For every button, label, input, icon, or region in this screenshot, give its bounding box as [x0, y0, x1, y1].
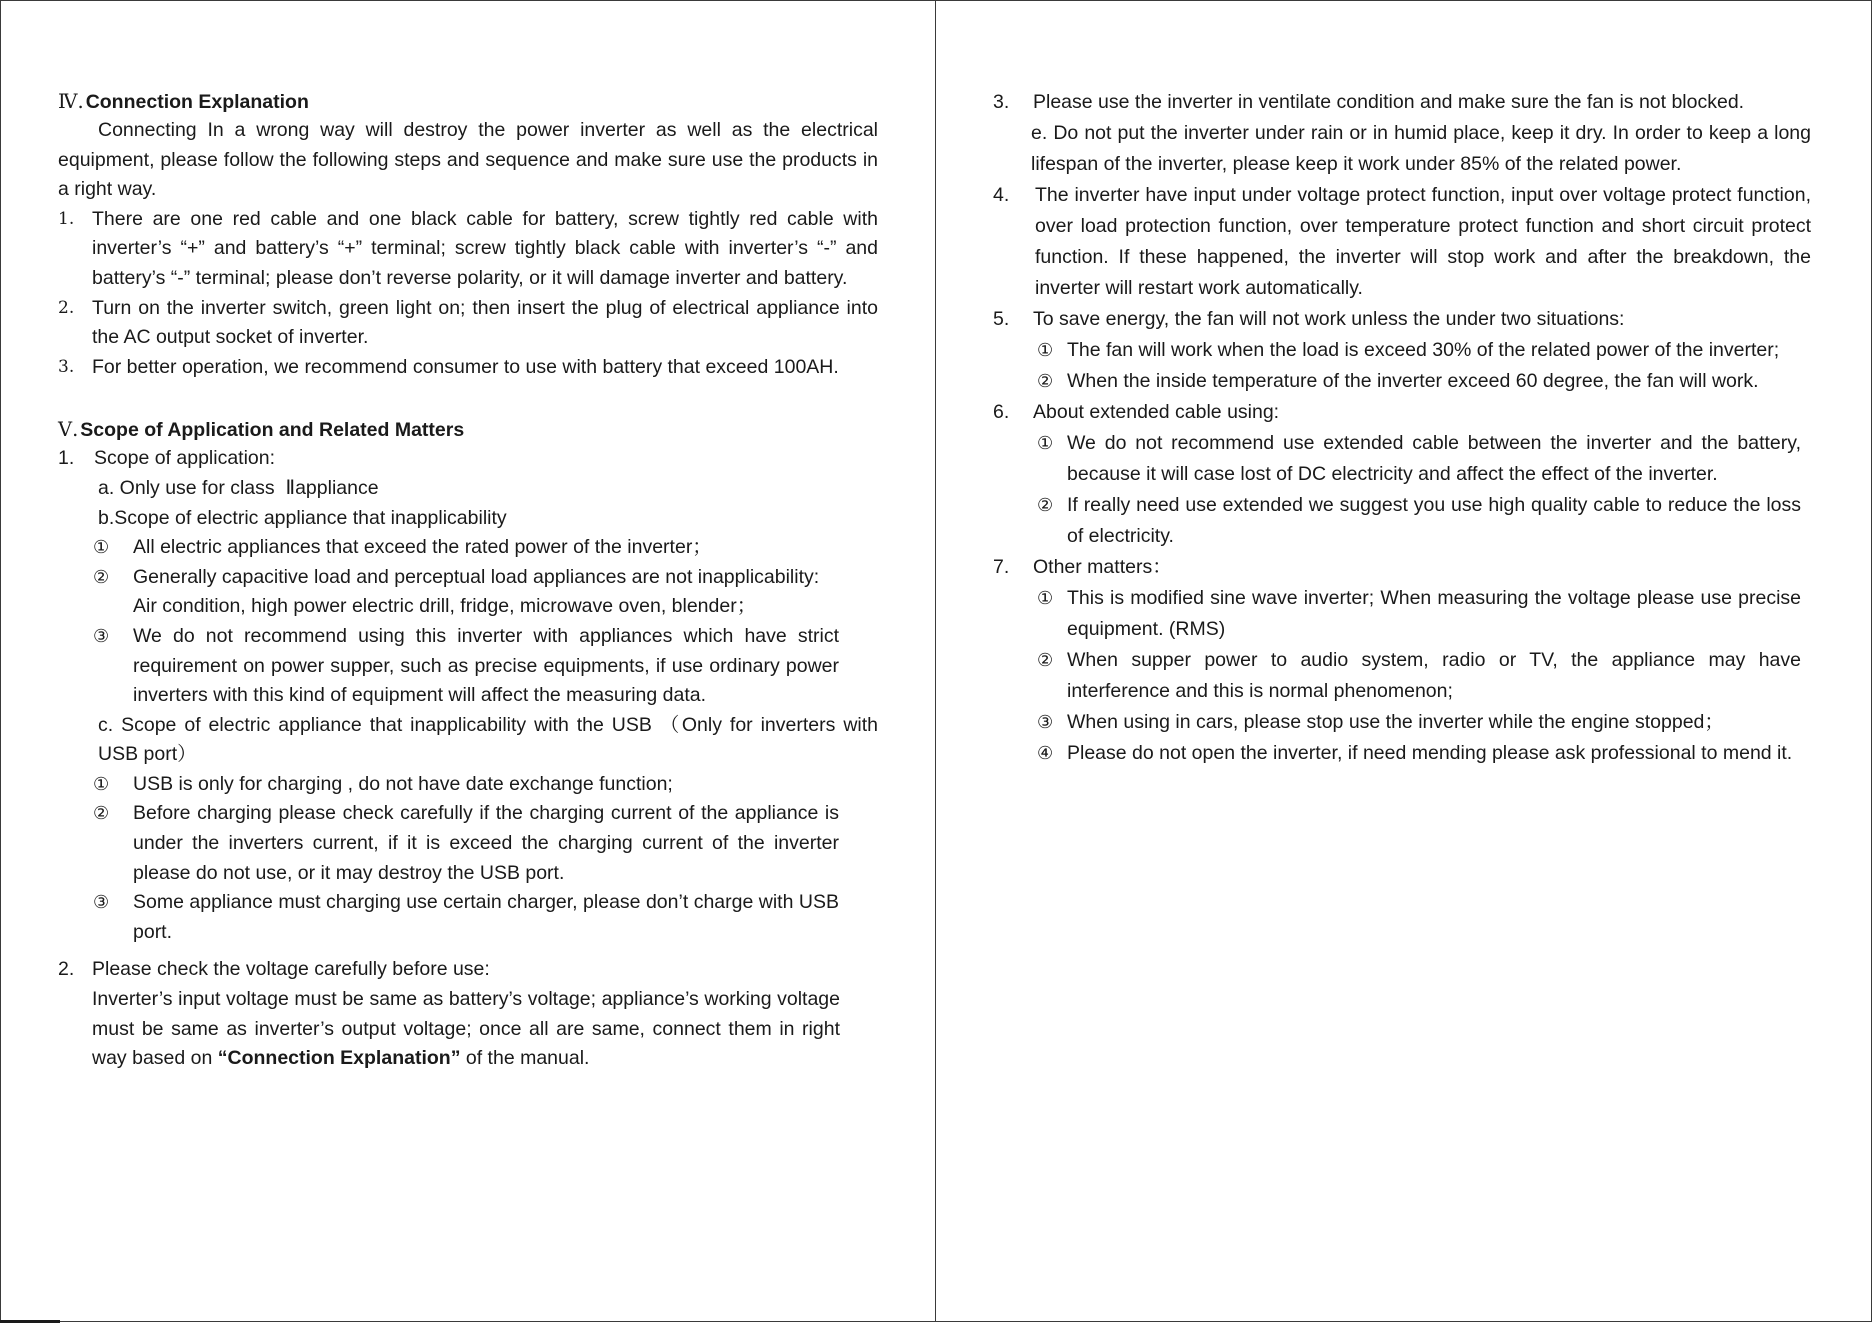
scope-c-list-item-2	[58, 799, 839, 888]
list-text: USB is only for charging , do not have date exchange function;	[133, 772, 673, 795]
matters-7-list-item-1	[993, 583, 1801, 645]
section-heading-scope	[58, 416, 878, 444]
matters-item-3e: e. Do not put the inverter under rain or in humid place, keep it dry. In order to keep a long lifespan of the inverter, please keep it work under 85% of the related power.	[1031, 121, 1811, 175]
item-label: Please check the voltage carefully before use:	[92, 958, 490, 981]
scope-item-1	[58, 444, 878, 474]
step-text: Turn on the inverter switch, green light on; then insert the plug of electrical appliance into the AC output socket of inverter.	[92, 296, 878, 349]
scope-sub-c-text: c. Scope of electric appliance that inapplicability with the USB （Only for inverters with USB port）	[98, 713, 878, 766]
matters-item-3	[993, 88, 1811, 118]
circled-number: ①	[1037, 432, 1054, 454]
step-number: 3.	[58, 356, 75, 377]
item-label: Other matters：	[1033, 555, 1172, 578]
item-number: 2.	[58, 958, 75, 981]
matters-item-6	[993, 397, 1811, 428]
step-number: 2.	[58, 297, 75, 318]
scope-sub-b: b.Scope of electric appliance that inapplicability	[98, 506, 507, 529]
item-text: The inverter have input under voltage protect function, input over voltage protect function, over load protection function, over temperature protect function and short circuit protect function. If these happened, the inverter will stop work and after the breakdown, the inverter will restart work automatically.	[1035, 183, 1811, 299]
matters-5-list-item-1	[993, 335, 1801, 366]
circled-number: ②	[1037, 370, 1054, 392]
circled-number: ②	[93, 803, 110, 825]
list-text: We do not recommend use extended cable between the inverter and the battery, because it will case lost of DC electricity and affect the effect of the inverter.	[1067, 431, 1801, 485]
item-body-tail: of the manual.	[460, 1047, 590, 1070]
section-heading-connection	[58, 88, 878, 116]
item-number: 4.	[993, 183, 1010, 206]
step-text: There are one red cable and one black cable for battery, screw tightly red cable with inverter’s “+” and battery’s “+” terminal; screw tightly black cable with inverter’s “-” and battery’s “-” terminal; please don’t reverse polarity, or it will damage inverter and battery.	[92, 207, 878, 289]
list-text: When supper power to audio system, radio or TV, the appliance may have interference and this is normal phenomenon;	[1067, 648, 1801, 702]
scope-sub-a: a. Only use for class Ⅱappliance	[98, 476, 379, 499]
list-text: If really need use extended we suggest you use high quality cable to reduce the loss of electricity.	[1067, 493, 1801, 547]
circled-number: ②	[1037, 494, 1054, 516]
circled-number: ①	[1037, 587, 1054, 609]
matters-6-list-item-2	[993, 490, 1801, 552]
scope-sub-c	[58, 711, 878, 770]
list-text: The fan will work when the load is exceed 30% of the related power of the inverter;	[1067, 338, 1780, 361]
section-title: Scope of Application and Related Matters	[80, 419, 465, 442]
circled-number: ②	[93, 566, 110, 588]
section-numeral: Ⅳ.	[58, 90, 84, 113]
matters-item-4	[993, 180, 1811, 304]
item-label: Scope of application:	[94, 447, 276, 470]
circled-number: ①	[93, 537, 110, 559]
scope-c-list-item-3	[58, 888, 839, 947]
connection-step-1	[58, 205, 878, 294]
left-column	[58, 88, 878, 1074]
list-text: Please do not open the inverter, if need mending please ask professional to mend it.	[1067, 741, 1793, 764]
circled-number: ①	[1037, 339, 1054, 361]
item-number: 6.	[993, 400, 1010, 423]
circled-number: ③	[93, 892, 110, 914]
matters-7-list-item-2	[993, 645, 1801, 707]
right-column	[993, 88, 1811, 769]
connection-step-3	[58, 353, 878, 383]
item-body-reference: “Connection Explanation”	[217, 1047, 461, 1070]
matters-7-list-item-4	[993, 738, 1801, 769]
step-text: For better operation, we recommend consumer to use with battery that exceed 100AH.	[92, 355, 839, 378]
connection-step-2	[58, 294, 878, 353]
item-number: 3.	[993, 91, 1010, 113]
list-text: All electric appliances that exceed the rated power of the inverter；	[133, 536, 712, 559]
list-text: When the inside temperature of the inverter exceed 60 degree, the fan will work.	[1067, 369, 1759, 392]
item-body-text: Inverter’s input voltage must be same as battery’s voltage; appliance’s working voltage must be same as inverter’s output voltage; once all are same, connect them in right way based on	[92, 988, 840, 1070]
section-title: Connection Explanation	[85, 91, 309, 113]
circled-number: ③	[1037, 711, 1054, 733]
page-edge-mark	[0, 1320, 60, 1323]
scope-b-list-item-2	[58, 563, 839, 622]
section-numeral: Ⅴ.	[58, 418, 79, 442]
scope-b-list-item-1	[58, 533, 839, 563]
item-number: 5.	[993, 307, 1010, 330]
list-text: This is modified sine wave inverter; When measuring the voltage please use precise equipment. (RMS)	[1067, 586, 1801, 640]
list-text: When using in cars, please stop use the inverter while the engine stopped；	[1067, 710, 1724, 733]
list-text: Before charging please check carefully if the charging current of the appliance is under the inverters current, if it is exceed the charging current of the inverter please do not use, or it may destroy the USB port.	[133, 802, 839, 884]
matters-item-7	[993, 552, 1811, 583]
matters-7-list-item-3	[993, 707, 1801, 738]
list-text-continued: Air condition, high power electric drill, fridge, microwave oven, blender；	[133, 595, 757, 618]
circled-number: ①	[93, 773, 110, 795]
list-text: Some appliance must charging use certain charger, please don’t charge with USB port.	[133, 891, 839, 943]
item-number: 7.	[993, 555, 1010, 578]
scope-c-list-item-1	[58, 770, 839, 800]
circled-number: ②	[1037, 649, 1054, 671]
scope-b-list-item-3	[58, 622, 839, 711]
scope-item-2	[58, 955, 840, 1073]
matters-6-list-item-1	[993, 428, 1801, 490]
intro-paragraph: Connecting In a wrong way will destroy the power inverter as well as the electrical equipment, please follow the following steps and sequence and make sure use the products in a right way.	[58, 119, 878, 201]
item-label: About extended cable using:	[1033, 400, 1280, 423]
matters-item-5	[993, 304, 1811, 335]
list-text: Generally capacitive load and perceptual load appliances are not inapplicability:	[133, 565, 820, 588]
circled-number: ④	[1037, 742, 1054, 764]
item-label: To save energy, the fan will not work unless the under two situations:	[1033, 307, 1625, 330]
item-number: 1.	[58, 447, 75, 470]
list-text: We do not recommend using this inverter with appliances which have strict requirement on power supper, such as precise equipments, if use ordinary power inverters with this kind of equipment will affect the measuring data.	[133, 624, 839, 707]
step-number: 1.	[58, 208, 75, 229]
item-body	[92, 985, 840, 1074]
circled-number: ③	[93, 625, 110, 647]
item-text: Please use the inverter in ventilate condition and make sure the fan is not blocked.	[1033, 91, 1745, 113]
matters-5-list-item-2	[993, 366, 1801, 397]
